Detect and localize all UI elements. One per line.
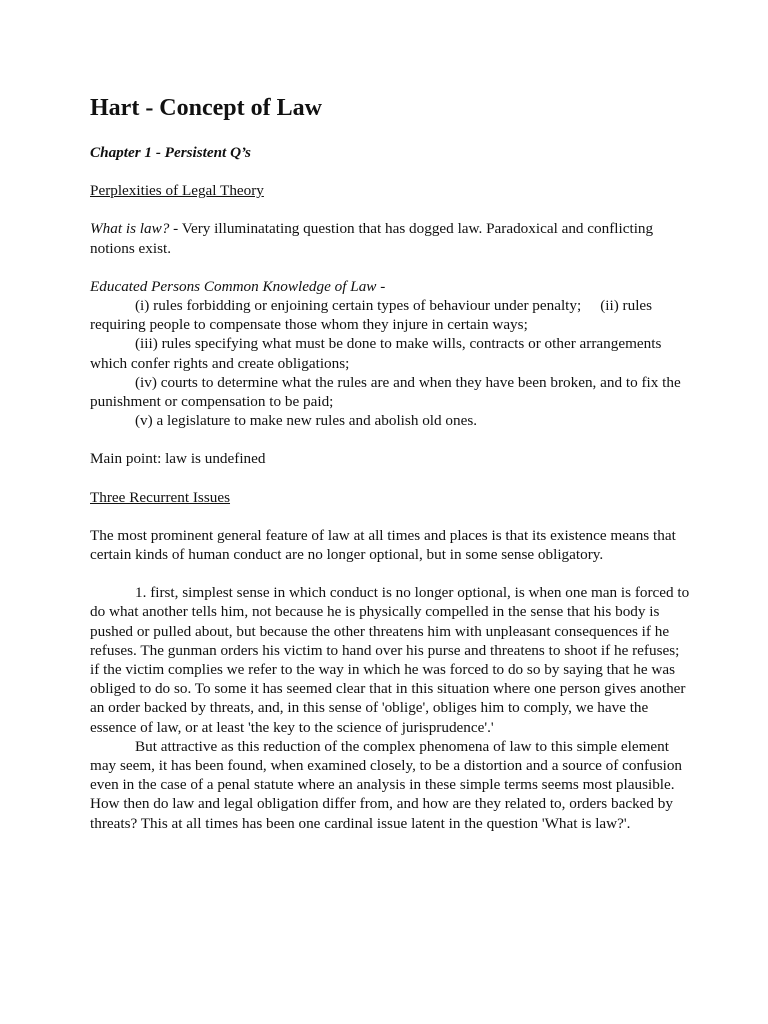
recurrent-intro-paragraph: The most prominent general feature of law at all times and places is that its existence means that certain kinds of human conduct are no longer optional, but in some sense obligatory. <box>90 526 676 564</box>
educated-item: (iv) courts to determine what the rules are and when they have been broken, and to fix the punishment or compensation to be paid; <box>90 373 681 411</box>
what-is-law-lead: What is law? <box>90 220 170 238</box>
page-title: Hart - Concept of Law <box>90 95 322 121</box>
document-body <box>90 92 690 833</box>
first-sense-paragraph: 1. first, simplest sense in which conduct is no longer optional, is when one man is forced to do what another tells him, not because he is physically compelled in the sense that his body is pushed or pulled about, but because the other threatens him with unpleasant consequences if he refuses. The gunman orders his victim to hand over his purse and threatens to shoot if he refuses; if the victim complies we refer to the way in which he was forced to do so by saying that he was obliged to do so. To some it has seemed clear that in this situation where one person gives another an order backed by threats, and, in this sense of 'oblige', obliges him to comply, we have the essence of law, or at least 'the key to the science of jurisprudence'.' <box>90 584 690 736</box>
educated-heading: Educated Persons Common Knowledge of Law - <box>90 277 386 295</box>
section-heading-recurrent: Three Recurrent Issues <box>90 488 231 506</box>
what-is-law-text: - Very illuminatating question that has dogged law. Paradoxical and conflicting notions exist. <box>90 220 654 257</box>
second-paragraph: But attractive as this reduction of the complex phenomena of law to this simple element may seem, it has been found, when examined closely, to be a distortion and a source of confusion even in the case of a penal statute where an analysis in these simple terms seems most plausible. How then do law and legal obligation differ from, and how are they related to, orders backed by threats? This at all times has been one cardinal issue latent in the question 'What is law?'. <box>90 737 683 832</box>
what-is-law-paragraph <box>90 219 690 257</box>
chapter-heading: Chapter 1 - Persistent Q’s <box>90 144 251 161</box>
educated-item: (v) a legislature to make new rules and abolish old ones. <box>135 412 478 430</box>
main-point: Main point: law is undefined <box>90 450 266 468</box>
section-heading-perplexities: Perplexities of Legal Theory <box>90 182 264 200</box>
educated-item: (i) rules forbidding or enjoining certain types of behaviour under penalty; (ii) rules requiring people to compensate those whom they injure in certain ways; <box>90 297 653 334</box>
educated-item: (iii) rules specifying what must be done to make wills, contracts or other arrangements which confer rights and create obligations; <box>90 335 662 372</box>
